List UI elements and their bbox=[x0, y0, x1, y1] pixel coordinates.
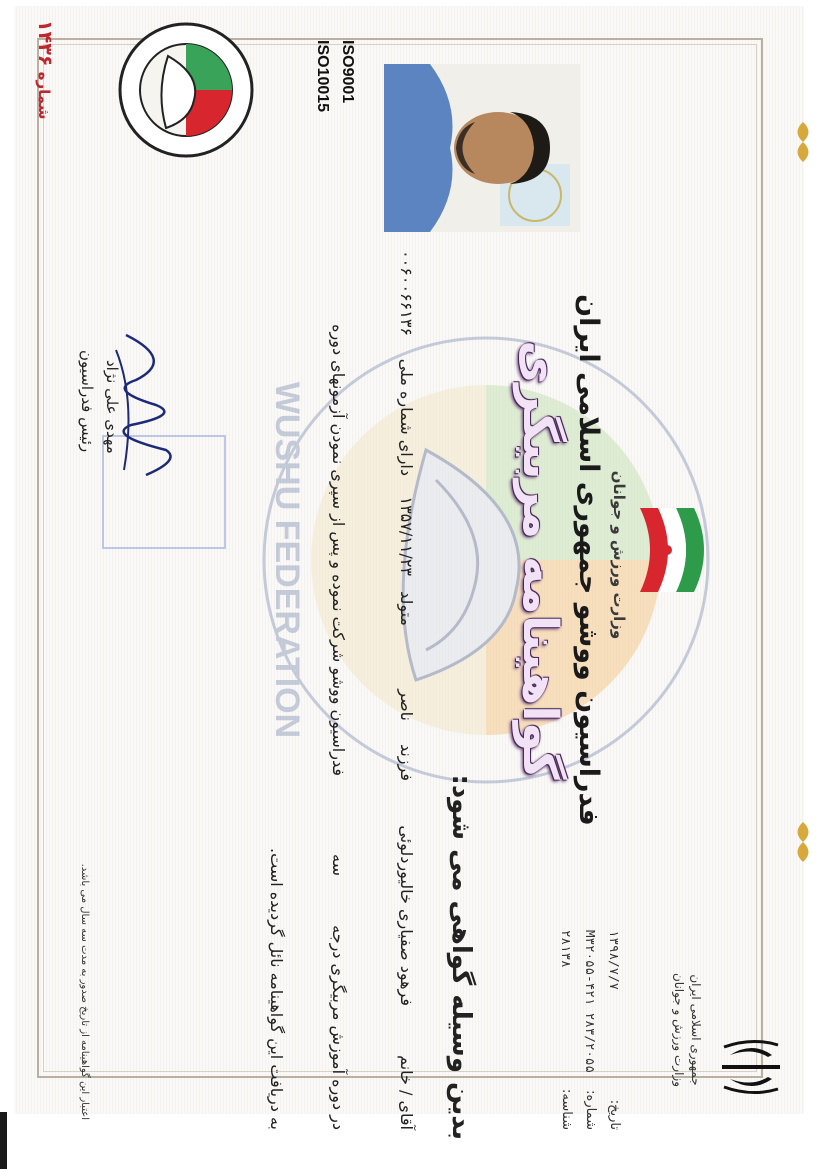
serial-value: ۱۴۳۶ bbox=[34, 20, 56, 67]
signatory-name: مهدی علی نژاد bbox=[103, 360, 121, 454]
serial-number bbox=[34, 20, 56, 120]
certificate-title: گواهینامه مربیگری bbox=[512, 340, 568, 780]
ministry-block bbox=[670, 965, 704, 1095]
born-label: متولد bbox=[397, 591, 416, 626]
signatory-title: رئیس فدراسیون bbox=[78, 350, 96, 453]
national-id: ۰۰۶۰۰۶۶۱۳۶ bbox=[397, 250, 416, 336]
validity-footnote: اعتبار این گواهینامه از تاریخ صدور به مدت سه سال می باشد. bbox=[79, 863, 90, 1120]
line-1-prefix: آقای / خانم bbox=[397, 1055, 416, 1130]
ministry-line-2: وزارت ورزش و جوانان bbox=[672, 972, 686, 1088]
father-name: ناصر bbox=[397, 689, 416, 721]
number-label: شماره: bbox=[583, 1090, 598, 1130]
national-id-label: دارای شماره ملی bbox=[397, 358, 416, 476]
id-value: ۲۸۱۳۸ bbox=[559, 930, 574, 968]
degree-value: سه bbox=[329, 854, 348, 876]
intro-text: بدین وسیله گواهی می شود: bbox=[446, 774, 476, 1140]
gold-ornament-icon bbox=[792, 120, 814, 164]
line-2b: فدراسیون ووشو شرکت نموده و پس از سپری نمودن آزمونهای دوره bbox=[329, 324, 348, 776]
wushu-federation-logo-icon bbox=[116, 20, 256, 160]
person-name: فرهود صفیاری خالیوردلوئی bbox=[397, 825, 416, 1006]
svg-text:WUSHU FEDERATION: WUSHU FEDERATION bbox=[268, 381, 306, 739]
id-label: شناسه: bbox=[559, 1088, 574, 1130]
gold-ornament-icon bbox=[792, 820, 814, 864]
ministry-line-1: جمهوری اسلامی ایران bbox=[689, 974, 703, 1086]
line-3: به دریافت این گواهینامه نائل گردیده است. bbox=[267, 848, 286, 1130]
serial-label: شماره bbox=[35, 71, 53, 120]
holder-photo bbox=[384, 64, 580, 232]
ministry-title: وزارت ورزش و جوانان bbox=[610, 470, 628, 640]
iran-emblem-icon bbox=[716, 1035, 786, 1099]
birth-date: ۱۳۵۷/۱۱/۲۳ bbox=[397, 496, 416, 576]
iran-flag-icon bbox=[621, 500, 716, 600]
son-of-label: فرزند bbox=[397, 743, 416, 781]
number-value: M۳۲۰۵۵-۴۲۱ ۲۸۳/۲۰۵۵ bbox=[583, 930, 598, 1073]
iso-label-1: ISO9001 bbox=[339, 40, 356, 104]
date-value: ۱۳۹۸/۷/۷ bbox=[607, 930, 622, 991]
iso-label-2: ISO10015 bbox=[314, 40, 331, 113]
date-label: تاریخ: bbox=[607, 1099, 622, 1130]
line-2a: در دوره آموزش مربیگری درجه bbox=[329, 925, 348, 1130]
federation-title: فدراسیون ووشو جمهوری اسلامی ایران bbox=[573, 294, 604, 826]
holder-portrait-icon bbox=[384, 64, 580, 232]
